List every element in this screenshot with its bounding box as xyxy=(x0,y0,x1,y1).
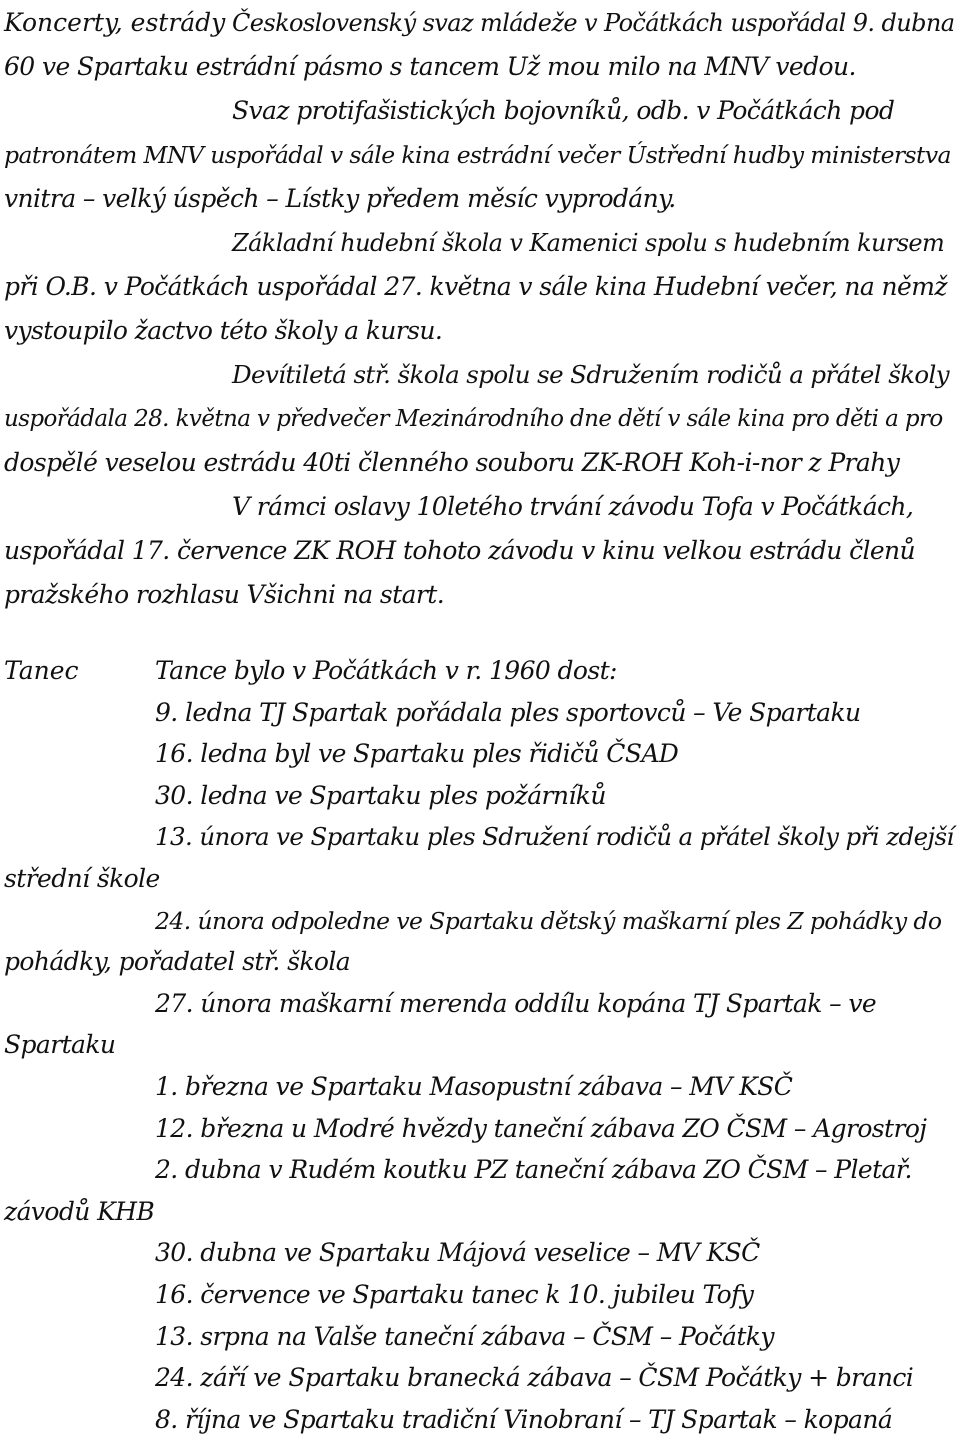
text-line: 24. února odpoledne ve Spartaku dětský maškarní ples Z pohádky do xyxy=(155,907,942,935)
text-line: 1. března ve Spartaku Masopustní zábava – MV KSČ xyxy=(155,1072,793,1101)
text-line: 13. srpna na Valše taneční zábava – ČSM – Počátky xyxy=(155,1322,774,1351)
text-line: 24. září ve Spartaku branecká zábava – ČSM Počátky + branci xyxy=(155,1363,914,1392)
text-line: 30. dubna ve Spartaku Májová veselice – MV KSČ xyxy=(155,1238,760,1267)
text-line: 16. ledna byl ve Spartaku ples řidičů ČSAD xyxy=(155,739,679,768)
text-line: 12. března u Modré hvězdy taneční zábava ZO ČSM – Agrostroj xyxy=(155,1114,927,1143)
text-line: Základní hudební škola v Kamenici spolu s hudebním kursem xyxy=(232,229,945,257)
text-line: uspořádala 28. května v předvečer Mezinárodního dne dětí v sále kina pro děti a pro xyxy=(4,406,943,432)
text-line: 9. ledna TJ Spartak pořádala ples sportovců – Ve Spartaku xyxy=(155,698,861,727)
text-line: Tance bylo v Počátkách v r. 1960 dost: xyxy=(155,656,617,685)
text-line: Československý svaz mládeže v Počátkách uspořádal 9. dubna xyxy=(232,9,955,37)
text-line: pohádky, pořadatel stř. škola xyxy=(4,947,351,976)
text-line: dospělé veselou estrádu 40ti členného souboru ZK-ROH Koh-i-nor z Prahy xyxy=(4,448,900,477)
text-line: 30. ledna ve Spartaku ples požárníků xyxy=(155,781,606,810)
text-line: vnitra – velký úspěch – Lístky předem měsíc vyprodány. xyxy=(4,184,676,213)
text-line: 13. února ve Spartaku ples Sdružení rodičů a přátel školy při zdejší xyxy=(155,822,954,851)
text-line: pražského rozhlasu Všichni na start. xyxy=(4,580,445,609)
text-line: 27. února maškarní merenda oddílu kopána TJ Spartak – ve xyxy=(155,989,877,1018)
text-line: Spartaku xyxy=(4,1030,116,1059)
text-line: patronátem MNV uspořádal v sále kina estrádní večer Ústřední hudby ministerstva xyxy=(4,141,951,169)
text-line: 16. července ve Spartaku tanec k 10. jubileu Tofy xyxy=(155,1280,754,1309)
text-line: při O.B. v Počátkách uspořádal 27. května v sále kina Hudební večer, na němž xyxy=(4,272,947,301)
text-line: 8. října ve Spartaku tradiční Vinobraní – TJ Spartak – kopaná xyxy=(155,1405,893,1434)
text-line: Svaz protifašistických bojovníků, odb. v Počátkách pod xyxy=(232,96,895,125)
text-line: vystoupilo žactvo této školy a kursu. xyxy=(4,316,443,345)
text-line: V rámci oslavy 10letého trvání závodu Tofa v Počátkách, xyxy=(232,492,914,521)
text-line: střední škole xyxy=(4,864,160,893)
text-line: 60 ve Spartaku estrádní pásmo s tancem Už mou milo na MNV vedou. xyxy=(4,52,856,81)
text-line: Devítiletá stř. škola spolu se Sdružením rodičů a přátel školy xyxy=(232,360,950,389)
section-label-concerts: Koncerty, estrády xyxy=(4,8,226,37)
section-label-dance: Tanec xyxy=(4,656,79,685)
text-line: závodů KHB xyxy=(4,1197,155,1226)
text-line: 2. dubna v Rudém koutku PZ taneční zábava ZO ČSM – Pletař. xyxy=(155,1155,912,1184)
text-line: uspořádal 17. července ZK ROH tohoto závodu v kinu velkou estrádu členů xyxy=(4,536,916,565)
